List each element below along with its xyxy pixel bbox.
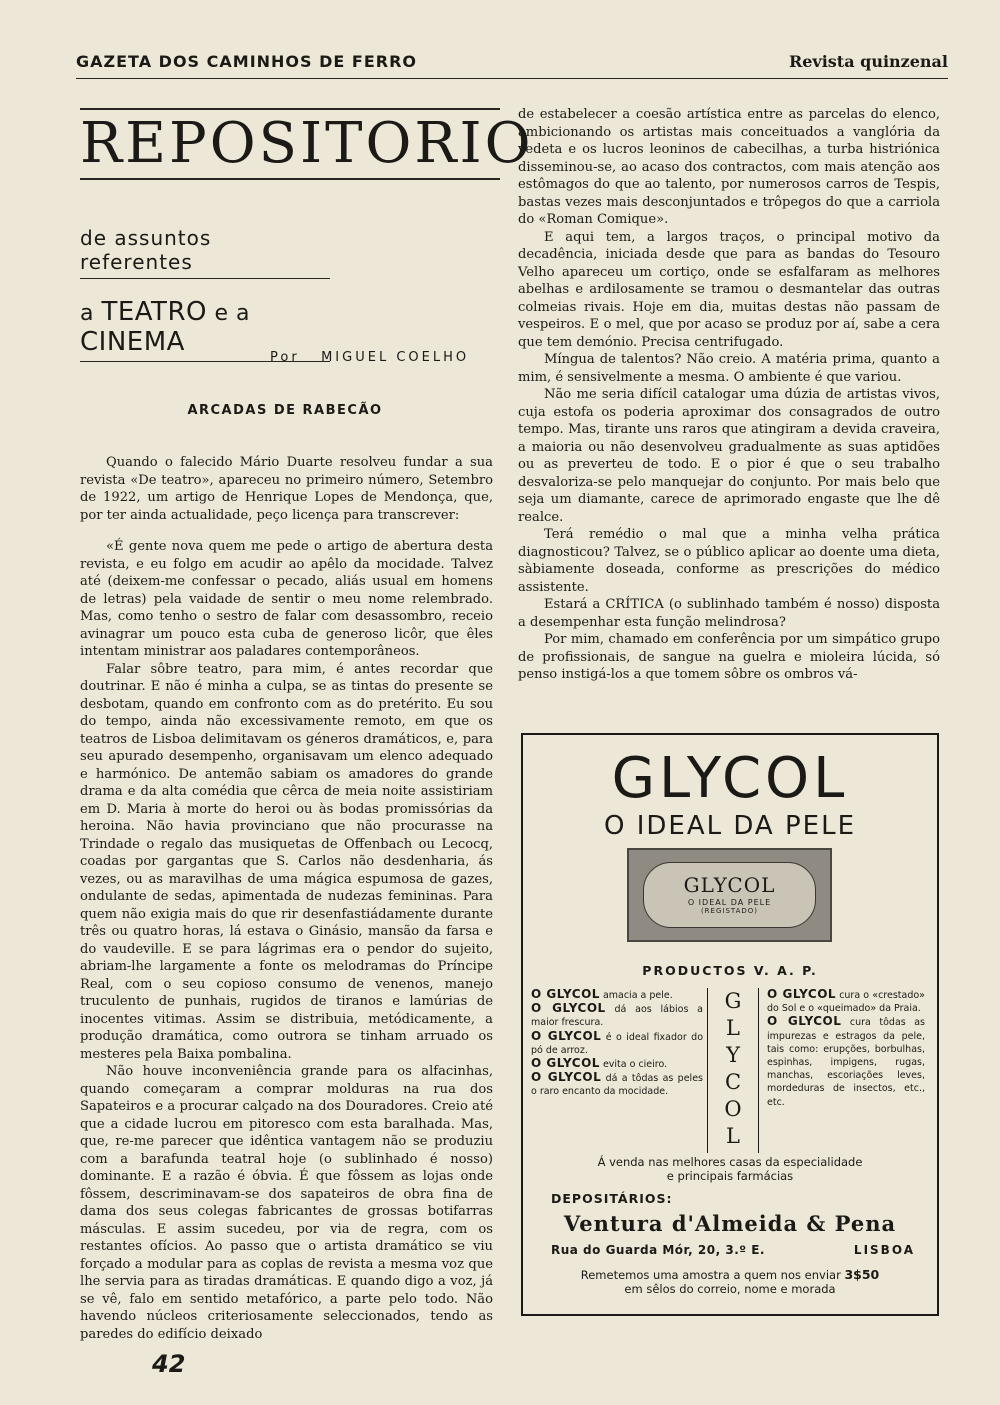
depositarios-city: LISBOA	[853, 1243, 915, 1257]
claim-brand: O GLYCOL	[531, 1056, 600, 1071]
vertical-letter: G	[724, 989, 742, 1013]
section-title: ARCADAS DE RABECÃO	[187, 403, 383, 418]
journal-title: GAZETA DOS CAMINHOS DE FERRO	[76, 52, 418, 71]
claim	[531, 1057, 703, 1071]
label-registered: (REGISTADO)	[700, 907, 759, 915]
claim-text: cura tôdas as impurezas e estragos da pele, tais como: erupções, borbulhas, espinhas, impigens, rugas, manchas, escoriações leves, mordeduras de insectos, etc., etc.	[767, 1017, 925, 1108]
article-column-right	[518, 106, 940, 684]
claim-text: dá aos lábios a maior frescura.	[531, 1004, 704, 1029]
byline-prefix: Por	[270, 350, 300, 365]
ad-brand: GLYCOL	[611, 746, 849, 811]
paragraph: de estabelecer a coesão artística entre as parcelas do elenco, ambicionando os artistas mais conceituados a vanglória da vedeta e os lucros leoninos de cabecilhas, a turba histriónica disseminou-se, ao acaso dos contractos, com mais atenção aos estômagos do que ao talento, por numerosos carros de Tespis, bastas vezes mais desconjuntados e trôpegos do que a carriola do «Roman Comique».	[518, 107, 940, 227]
ad-claims-left	[531, 988, 703, 1099]
paragraph: Míngua de talentos? Não creio. A matéria prima, quanto a mim, é sensivelmente a mesma. O ambiente é que variou.	[518, 352, 940, 385]
journal-frequency: Revista quinzenal	[788, 52, 948, 71]
claim	[767, 988, 925, 1015]
paragraph: «É gente nova quem me pede o artigo de abertura desta revista, e eu folgo em acudir ao apêlo da mocidade. Talvez até (deixem-me confessar o pecado, aliás usual em homens de letras) pela vaidade de sentir o meu nome relembrado. Mas, como tenho o sestro de falar com desassombro, receio avinagrar um pouco esta cuba de generoso licôr, que êles intentam ministrar aos paladares contemporâneos.	[80, 539, 493, 659]
sample-text: Remetemos uma amostra a quem nos enviar	[580, 1268, 845, 1282]
claim	[531, 1002, 703, 1029]
vertical-letter: L	[726, 1124, 740, 1148]
vertical-letter: Y	[726, 1043, 740, 1067]
claim	[531, 988, 703, 1002]
sales-line: Á venda nas melhores casas da especialidade	[597, 1155, 863, 1169]
ad-sales-info	[523, 1155, 937, 1183]
claim-brand: O GLYCOL	[531, 1028, 602, 1043]
byline-author: MIGUEL COELHO	[321, 350, 470, 365]
label-tagline: O IDEAL DA PELE	[687, 898, 772, 907]
claim-brand: O GLYCOL	[767, 987, 837, 1001]
sample-line: em sêlos do correio, nome e morada	[624, 1282, 836, 1296]
ad-claims-right	[767, 988, 925, 1109]
subtitle-teatro: TEATRO	[101, 297, 207, 327]
claim-brand: O GLYCOL	[531, 1070, 602, 1085]
claim-brand: O GLYCOL	[531, 987, 600, 1001]
vertical-letter: L	[726, 1016, 740, 1040]
paragraph: Terá remédio o mal que a minha velha prática diagnosticou? Talvez, se o público aplicar ao doente uma dieta, sàbiamente doseada, conforme as prescrições do médico assistente.	[518, 527, 940, 595]
claim-text: cura o «crestado» do Sol e o «queimado» da Praia.	[767, 990, 925, 1015]
sample-price: 3$50	[844, 1267, 880, 1282]
byline	[270, 350, 469, 365]
claim-text: dá a tôdas as peles o raro encanto da mocidade.	[531, 1073, 703, 1098]
paragraph: Por mim, chamado em conferência por um simpático grupo de profissionais, de sangue na guelra e mioleira lúcida, só penso instigá-los a que tomem sôbre os ombros vá-	[518, 632, 940, 682]
claim	[767, 1015, 925, 1108]
depositarios-name: Ventura d'Almeida & Pena	[563, 1211, 897, 1236]
sales-line: e principais farmácias	[666, 1169, 794, 1183]
article-column-left	[80, 454, 493, 1343]
article-title: REPOSITORIO	[80, 108, 500, 180]
ad-producer: PRODUCTOS V. A. P.	[642, 963, 818, 978]
product-label-frame	[643, 862, 816, 928]
paragraph: Estará a CRÍTICA (o sublinhado também é nosso) disposta a desempenhar esta função melindrosa?	[518, 597, 940, 630]
page-number: 42	[152, 1350, 186, 1378]
paragraph: Falar sôbre teatro, para mim, é antes recordar que doutrinar. E não é minha a culpa, se as tintas do presente se desbotam, quando em confronto com as do pretérito. Eu sou do tempo, ainda não excessivamente remoto, em que os teatros de Lisboa delimitavam os géneros dramáticos, e, para seu apurado desempenho, organisavam um elenco adequado e harmónico. De antemão sabiam os amadores do grande drama e da alta comédia que cêrca de meia noite assistiriam em D. Maria à morte do heroi ou às bodas promissórias da heroina. Não havia provinciano que não procurasse na Trindade o regalo das musiquetas de Offenbach ou Lecocq, coadas por gargantas que S. Carlos não desdenharia, ás vezes, ou as maravilhas de uma mágica espumosa de gazes, ondulante de sedas, apimentada de nudezas femininas. Para quem não exigia mais do que rir desenfastiádamente durante três ou quatro horas, lá estava o Ginásio, mansão da farsa e do vaudeville. E se para lágrimas era o pendor do sujeito, abriam-lhe largamente a fonte os melodramas do Príncipe Real, com o seu copioso consumo de venenos, manejo truculento de punhais, rugidos de tiranos e lamúrias de inocentes vitimas. Assim se distribuia, metódicamente, a produção dramática, como outrora se tinham arruado os mesteres pela Baixa pombalina.	[80, 661, 493, 1062]
paragraph: Não houve inconveniência grande para os alfacinhas, quando começaram a comprar molduras na rua dos Sapateiros e a procurar calçado na dos Douradores. Creio até que a cidade lucrou em pitoresco com esta baralhada. Mas, que, re-me parecer que idêntica vantagem não se produziu com a barafunda teatral hoje (o sublinhado é nosso) dominante. E a razão é óbvia. É que fôssem as lojas onde fôssem, descriminavam-se dos sapateiros de obra fina de dama dos seus colegas fabricantes de grossas botifarras másculas. E assim sucedeu, por via de regra, com os restantes ofícios. Ao passo que o artista dramático se viu forçado a modular para as coplas de revista a mesma voz que lhe servia para as tiradas dramáticas. E quando digo a voz, já se vê, falo em sentido metafórico, a parte pelo todo. Não havendo núcleos criteriosamente seleccionados, tendo as paredes do edifício deixado	[80, 1064, 493, 1342]
depositarios-label: DEPOSITÁRIOS:	[551, 1191, 673, 1206]
claim-brand: O GLYCOL	[531, 1001, 606, 1016]
claim-text: é o ideal fixador do pó de arroz.	[531, 1031, 704, 1056]
subtitle-e-a: e a	[206, 301, 250, 326]
vertical-letter: C	[724, 1070, 742, 1094]
subtitle-a: a	[80, 301, 102, 326]
article-subtitle-line1: de assuntos referentes	[80, 226, 330, 279]
article-title-block	[80, 108, 534, 362]
ad-vertical-brand	[707, 988, 759, 1153]
label-brand: GLYCOL	[683, 873, 776, 897]
paragraph: Não me seria difícil catalogar uma dúzia de artistas vivos, cuja estofa os poderia aproximar dos consagrados de outro tempo. Mas, tirante uns raros que atingiram a devida craveira, a maioria ou não desenvolveu gradualmente as suas aptidões ou as preverteu de todo. E o pior é que o seu trabalho desvaloriza-se pelo manquejar do conjunto. Por mais belo que seja um diamante, carece de aprimorado engaste que lhe dê realce.	[518, 387, 940, 525]
glycol-advertisement	[521, 733, 939, 1316]
product-label-image	[627, 848, 832, 942]
ad-tagline: O IDEAL DA PELE	[603, 811, 856, 841]
depositarios-address: Rua do Guarda Mór, 20, 3.º E.	[551, 1243, 765, 1257]
sample-line	[523, 1268, 937, 1282]
claim	[531, 1071, 703, 1098]
paragraph: E aqui tem, a largos traços, o principal motivo da decadência, iniciada desde que para as bandas do Tesouro Velho apareceu um cortiço, onde se esfalfaram as melhores abelhas e ardilosamente se tramou o desmantelar das outras colmeias rivais. Hoje em dia, muitas destas não passam de vespeiros. E o mel, que por acaso se produz por aí, sabe a cera que tem demónio. Precisa centrifugado.	[518, 229, 940, 350]
ad-sample-offer	[523, 1268, 937, 1296]
claim-brand: O GLYCOL	[767, 1014, 842, 1029]
paragraph: Quando o falecido Mário Duarte resolveu fundar a sua revista «De teatro», apareceu no primeiro número, Setembro de 1922, um artigo de Henrique Lopes de Mendonça, que, por ter ainda actualidade, peço licença para transcrever:	[80, 455, 493, 523]
claim-text: amacia a pele.	[599, 990, 673, 1001]
claim-text: evita o cieiro.	[599, 1059, 668, 1071]
running-head	[76, 52, 948, 79]
claim	[531, 1030, 703, 1057]
vertical-letter: O	[724, 1097, 742, 1121]
subtitle-cinema: CINEMA	[80, 327, 185, 357]
